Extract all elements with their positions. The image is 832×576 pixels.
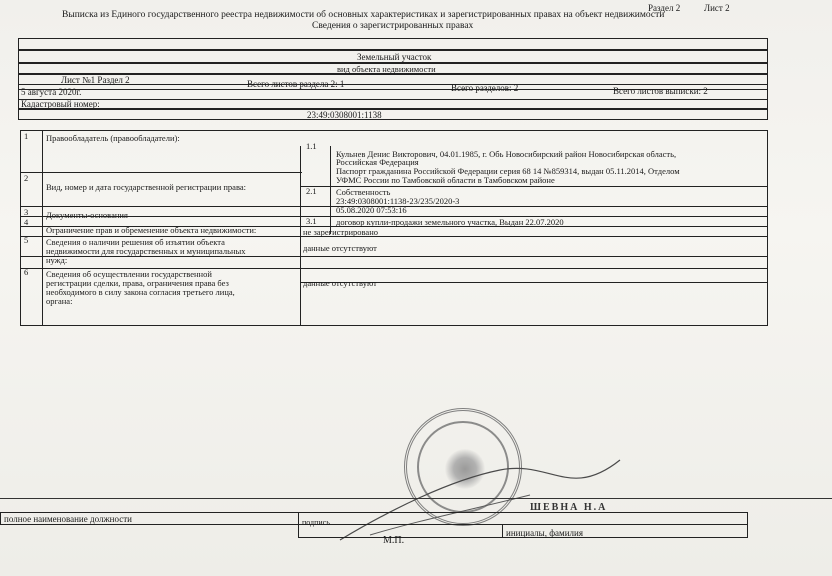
row-value-line: УФМС России по Тамбовской области в Тамбовском районе — [336, 175, 555, 185]
signature-caption: подпись — [302, 518, 330, 527]
extract-date: 5 августа 2020г. — [21, 87, 82, 97]
row-value-line: Собственность — [336, 187, 391, 197]
sheet-number: Лист №1 Раздел 2 — [61, 75, 130, 85]
row-label-line: нужд: — [46, 255, 68, 265]
row-number: 5 — [24, 235, 29, 245]
row-divider — [20, 172, 302, 173]
row-label-line: необходимого в силу закона согласия третьего лица, — [46, 287, 235, 297]
object-type-row — [18, 50, 768, 63]
col-divider-number — [42, 130, 43, 326]
cadastral-value-row — [18, 108, 768, 120]
row-label-line: регистрации сделки, права, ограничения права без — [46, 278, 229, 288]
row-value-line: Паспорт гражданина Российской Федерации серия 68 14 №859314, выдан 05.11.2014, Отделом — [336, 166, 680, 176]
row-number: 3 — [24, 207, 29, 217]
row-value-line: не зарегистрировано — [303, 227, 378, 237]
position-caption: полное наименование должности — [4, 514, 132, 524]
row-label-line: Сведения об осуществлении государственной — [46, 269, 212, 279]
row-label-line: Сведения о наличии решения об изъятии объекта — [46, 237, 225, 247]
signer-name: ШЕВНА Н.А — [530, 502, 608, 513]
col-divider-sub — [330, 146, 331, 234]
row-value-line: договор купли-продажи земельного участка, Выдан 22.07.2020 — [336, 217, 564, 227]
row-subnumber: 3.1 — [306, 216, 317, 226]
sheets-total: Всего листов выписки: 2 — [613, 86, 708, 96]
document-subtitle: Сведения о зарегистрированных правах — [312, 21, 474, 31]
row-label: Правообладатель (правообладатели): — [46, 133, 180, 143]
row-number: 2 — [24, 173, 29, 183]
sheets-in-section: Всего листов раздела 2: 1 — [247, 79, 345, 89]
row-label: Ограничение прав и обременение объекта недвижимости: — [46, 225, 257, 235]
document-title: Выписка из Единого государственного реестра недвижимости об основных характеристиках и зарегистрированных правах на объект недвижимости — [62, 10, 665, 20]
footer-top-rule — [0, 498, 832, 499]
object-type-caption-row — [18, 63, 768, 74]
row-value-line: Кульнев Денис Викторович, 04.01.1985, г. Обь Новосибирский район Новосибирская область, — [336, 149, 677, 159]
row-number: 6 — [24, 267, 29, 277]
row-value-line: 23:49:0308001:1138-23/235/2020-3 — [336, 196, 460, 206]
stamp-caption: М.П. — [383, 535, 405, 546]
row-label-line: недвижимости для государственных и муниципальных — [46, 246, 246, 256]
row-subnumber: 1.1 — [306, 141, 317, 151]
row-label-line: органа: — [46, 296, 73, 306]
object-type: Земельный участок — [357, 52, 432, 62]
row-label: Документы-основания — [46, 210, 128, 220]
row-value-line: данные отсутствуют — [303, 243, 377, 253]
sheet-label: Лист 2 — [704, 3, 730, 13]
row-number: 1 — [24, 131, 29, 141]
row-label: Вид, номер и дата государственной регистрации права: — [46, 182, 246, 192]
object-type-caption: вид объекта недвижимости — [337, 64, 436, 74]
cadastral-number: 23:49:0308001:1138 — [307, 110, 382, 120]
row-value-line: Российская Федерация — [336, 157, 419, 167]
footer-divider — [502, 524, 503, 538]
header-blank-row — [18, 38, 768, 50]
row-subnumber: 2.1 — [306, 186, 317, 196]
cadastral-label: Кадастровый номер: — [21, 99, 100, 109]
row-value-line: данные отсутствуют — [303, 278, 377, 288]
name-caption: инициалы, фамилия — [506, 528, 583, 538]
row-value-line: 05.08.2020 07:53:16 — [336, 205, 407, 215]
section-label: Раздел 2 — [648, 3, 681, 13]
sections-total: Всего разделов: 2 — [451, 83, 519, 93]
row-number: 4 — [24, 217, 29, 227]
